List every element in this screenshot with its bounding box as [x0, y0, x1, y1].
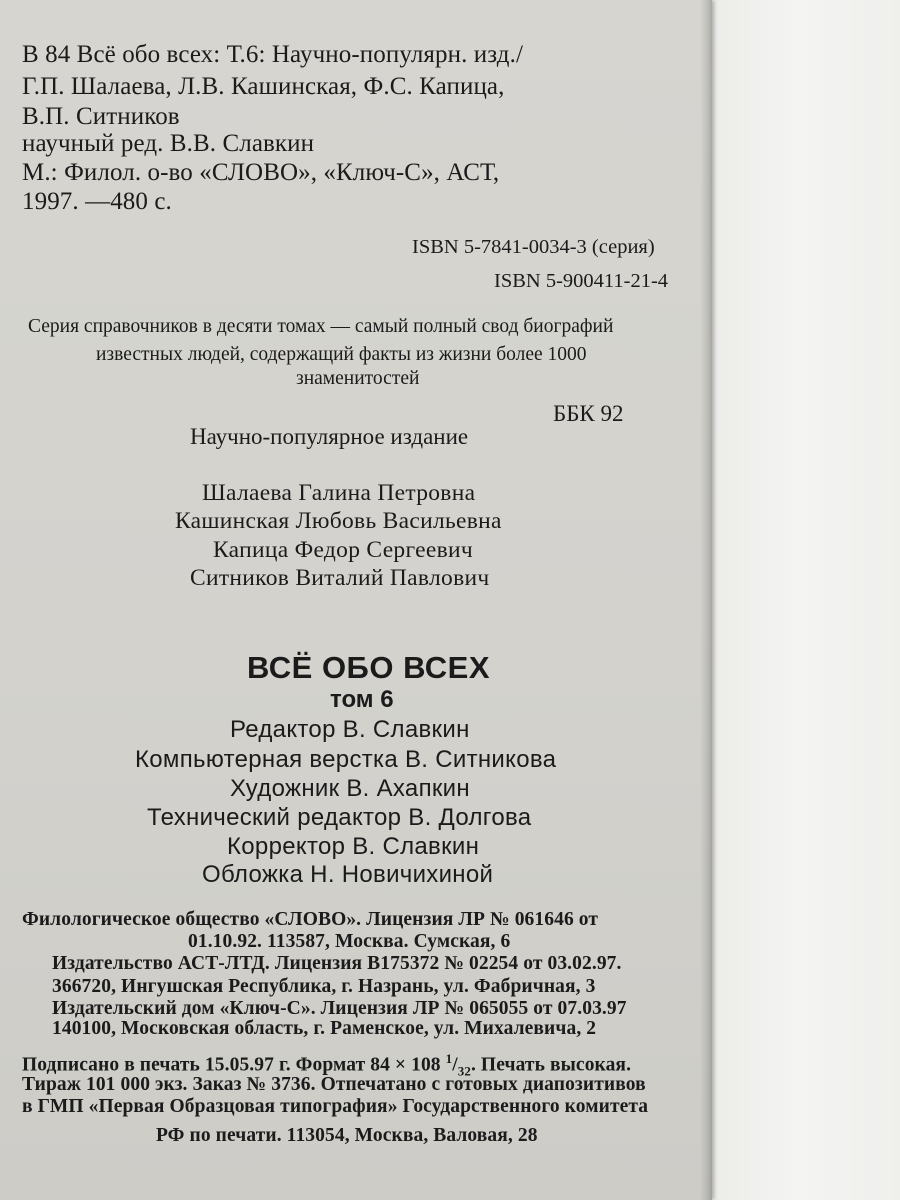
author-2: Кашинская Любовь Васильевна — [175, 508, 502, 534]
header-line-2: Г.П. Шалаева, Л.В. Кашинская, Ф.С. Капица, — [22, 73, 505, 100]
header-line-5: М.: Филол. о-во «СЛОВО», «Ключ-С», АСТ, — [22, 159, 500, 186]
author-4: Ситников Виталий Павлович — [190, 565, 490, 591]
publisher-line-4: 366720, Ингушская Республика, г. Назрань, ул. Фабричная, 3 — [52, 976, 596, 997]
volume-label: том 6 — [330, 686, 394, 713]
publisher-line-6: 140100, Московская область, г. Раменское, ул. Михалевича, 2 — [52, 1018, 597, 1039]
print-info-line-1-end: . Печать высокая. — [470, 1054, 632, 1076]
header-line-3: В.П. Ситников — [22, 103, 180, 130]
header-line-6: 1997. —480 с. — [22, 188, 172, 215]
header-line-1: В 84 Всё обо всех: Т.6: Научно-популярн. изд./ — [22, 41, 523, 68]
publisher-line-3: Издательство АСТ-ЛТД. Лицензия В175372 № 02254 от 03.02.97. — [52, 953, 622, 974]
header-line-4: научный ред. В.В. Славкин — [22, 130, 315, 157]
print-info-line-1: Подписано в печать 15.05.97 г. Формат 84 × 108 $^1/_{32}$. Печать высокая. — [22, 1051, 632, 1079]
book-title: ВСЁ ОБО ВСЕХ — [247, 650, 491, 685]
credit-cover: Обложка Н. Новичихиной — [202, 861, 494, 888]
print-info-line-1-start: Подписано в печать 15.05.97 г. Формат 84 × 108 — [22, 1054, 446, 1076]
credit-artist: Художник В. Ахапкин — [230, 775, 470, 802]
adjacent-blank-page — [712, 0, 900, 1200]
print-info-line-3: в ГМП «Первая Образцовая типография» Государственного комитета — [22, 1096, 649, 1117]
author-1: Шалаева Галина Петровна — [202, 480, 476, 506]
isbn-series: ISBN 5-7841-0034-3 (серия) — [412, 236, 655, 258]
format-denominator: 32 — [457, 1063, 471, 1079]
print-info-line-4: РФ по печати. 113054, Москва, Валовая, 28 — [156, 1125, 538, 1146]
credit-editor: Редактор В. Славкин — [230, 716, 470, 743]
series-line-2: известных людей, содержащий факты из жизни более 1000 — [96, 344, 587, 365]
credit-tech-editor: Технический редактор В. Долгова — [147, 804, 532, 831]
credit-proofreader: Корректор В. Славкин — [227, 833, 480, 860]
print-info-line-2: Тираж 101 000 экз. Заказ № 3736. Отпечатано с готовых диапозитивов — [22, 1074, 646, 1095]
format-numerator: 1 — [445, 1051, 453, 1066]
publisher-line-2: 01.10.92. 113587, Москва. Сумская, 6 — [188, 931, 511, 952]
isbn-volume: ISBN 5-900411-21-4 — [494, 270, 669, 292]
credit-layout: Компьютерная верстка В. Ситникова — [135, 746, 557, 773]
author-3: Капица Федор Сергеевич — [213, 537, 473, 563]
publisher-line-5: Издательский дом «Ключ-С». Лицензия ЛР № 065055 от 07.03.97 — [52, 998, 627, 1019]
series-line-1: Серия справочников в десяти томах — самый полный свод биографий — [28, 316, 614, 337]
publisher-line-1: Филологическое общество «СЛОВО». Лицензия ЛР № 061646 от — [22, 909, 599, 930]
edition-type: Научно-популярное издание — [190, 424, 469, 449]
series-line-3: знаменитостей — [296, 368, 420, 389]
bbk-code: ББК 92 — [553, 401, 624, 426]
page-edge-shadow — [700, 0, 712, 1200]
